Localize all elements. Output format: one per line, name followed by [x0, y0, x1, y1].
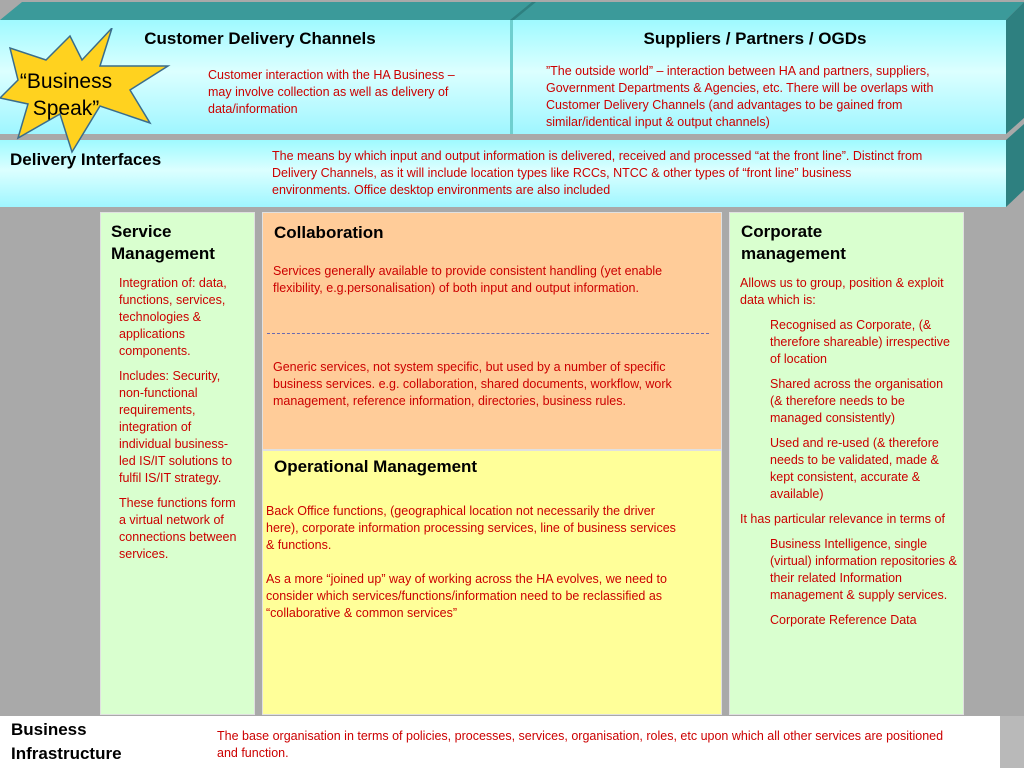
delivery-interfaces-text: The means by which input and output information is delivered, received and processed “at the front line”. Distinct from Delivery Channels, as it will include location types like RCCs, NTCC & other types of “front line” business environments. Office desktop environments are also included [272, 149, 923, 197]
operational-text-1: Back Office functions, (geographical location not necessarily the driver here), corporate information processing services, line of business services & functions. [266, 504, 676, 552]
service-management-box [100, 212, 255, 715]
collaboration-text-2: Generic services, not system specific, but used by a number of specific business services. e.g. collaboration, shared documents, workflow, work management, reference information, directories, business rules. [273, 360, 672, 408]
customer-delivery-channels-title: Customer Delivery Channels [144, 29, 376, 48]
corporate-item-4: Business Intelligence, single (virtual) information repositories & their related Information management & supply services. [770, 537, 957, 602]
service-para-1: Integration of: data, functions, services, technologies & applications components. [119, 276, 227, 358]
delivery-interfaces-title: Delivery Interfaces [10, 150, 162, 169]
operational-text-2: As a more “joined up” way of working across the HA evolves, we need to consider which services/functions/information need to be reclassified as “collaborative & common services” [266, 572, 667, 620]
corporate-item-3: Used and re-used (& therefore needs to be validated, made & kept consistent, accurate & available) [770, 436, 939, 501]
suppliers-partners-text: ”The outside world” – interaction between HA and partners, suppliers, Government Departments & Agencies, etc. There will be overlaps with Customer Delivery Channels (and advantages to be gained from similar/identical input & output channels) [546, 64, 934, 129]
operational-management-title: Operational Management [274, 457, 478, 476]
customer-delivery-channels-text: Customer interaction with the HA Business – may involve collection as well as delivery of data/information [208, 68, 455, 116]
collaboration-text-1: Services generally available to provide consistent handling (yet enable flexibility, e.g.personalisation) of both input and output information. [273, 264, 663, 295]
service-para-2: Includes: Security, non-functional requirements, integration of individual business-led IS/IT solutions to fulfil IS/IT strategy. [119, 369, 233, 485]
service-management-title: Service Management [111, 222, 215, 263]
corporate-management-box [729, 212, 964, 715]
operational-management-box [262, 450, 722, 715]
service-management-text [119, 275, 244, 571]
collaboration-dashed-divider [267, 333, 709, 334]
business-infrastructure-text: The base organisation in terms of policies, processes, services, organisation, roles, etc upon which all other services are positioned and function. [217, 729, 944, 760]
bottom-band-side-face [1000, 716, 1024, 768]
business-infrastructure-title: Business Infrastructure [11, 720, 122, 763]
corporate-item-2: Shared across the organisation (& therefore needs to be managed consistently) [770, 377, 944, 425]
business-speak-line2: Speak” [32, 97, 100, 120]
corporate-management-title: Corporate management [741, 222, 846, 263]
corporate-item-5: Corporate Reference Data [770, 613, 917, 627]
delivery-band-side-face [1006, 124, 1024, 207]
corporate-management-text [740, 275, 958, 637]
corporate-item-1: Recognised as Corporate, (& therefore shareable) irrespective of location [770, 318, 950, 366]
business-speak-label [4, 68, 128, 122]
corporate-intro: Allows us to group, position & exploit data which is: [740, 276, 944, 307]
collaboration-title: Collaboration [274, 223, 384, 242]
collaboration-box [262, 212, 722, 450]
corporate-relevance: It has particular relevance in terms of [740, 512, 945, 526]
suppliers-partners-title: Suppliers / Partners / OGDs [643, 29, 867, 48]
top-band-top-face [0, 2, 1024, 20]
top-band-divider [510, 20, 513, 134]
business-speak-line1: “Business [19, 70, 113, 93]
service-para-3: These functions form a virtual network of connections between services. [119, 496, 237, 561]
business-infrastructure-band [0, 716, 1000, 768]
top-band-side-face [1006, 2, 1024, 134]
